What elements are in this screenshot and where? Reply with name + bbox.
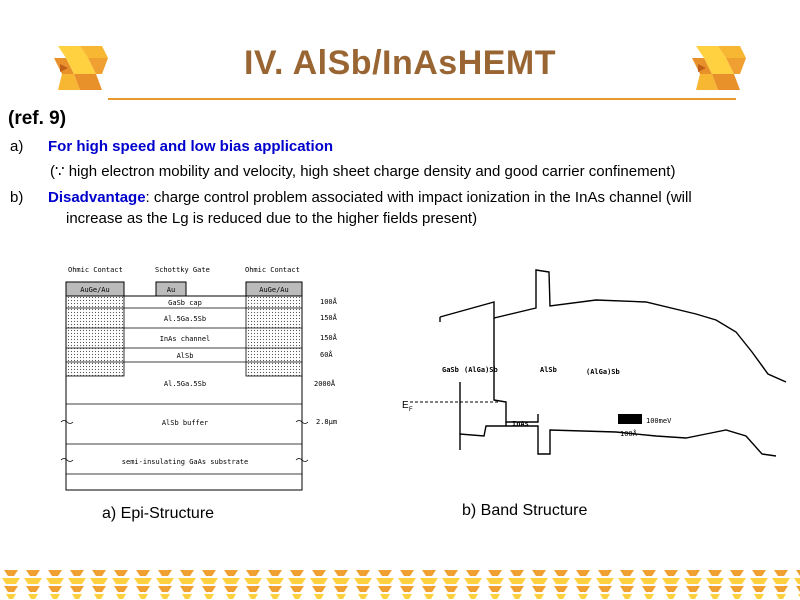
layer-alsb: AlSb [176, 352, 194, 360]
thickness-inas-channel: 150Å [320, 334, 337, 342]
fermi-level-label: E [402, 400, 409, 411]
right-contact-label: AuGe/Au [259, 286, 289, 294]
item-b-text [48, 188, 788, 207]
disadvantage-text: : charge control problem associated with impact ionization in the InAs channel (will [145, 189, 692, 206]
disadvantage-label: Disadvantage [48, 189, 146, 206]
band-label-alsb: AlSb [540, 366, 557, 374]
reference-label: (ref. 9) [8, 108, 67, 129]
footer-decoration [0, 568, 800, 600]
thickness-gasb-cap: 100Å [320, 298, 337, 306]
band-label-inas: InAs [512, 420, 529, 428]
thickness-alsb-buffer: 2.8μm [316, 418, 338, 426]
item-a-text: For high speed and low bias application [48, 138, 334, 155]
scale-length-label: 100Å [620, 430, 637, 438]
band-label-gasb: GaSb [442, 366, 459, 374]
item-a-marker: a) [10, 138, 24, 155]
layer-algasb-2: Al.5Ga.5Sb [163, 380, 207, 388]
epi-structure-caption: a) Epi-Structure [102, 505, 215, 522]
epi-structure-diagram [58, 260, 358, 496]
schottky-gate-label: Schottky Gate [155, 266, 210, 274]
thickness-algasb-2: 2000Å [314, 380, 336, 388]
slide-title: IV. AlSb/InAsHEMT [243, 44, 557, 82]
title-underline [108, 98, 736, 100]
left-contact-label: AuGe/Au [80, 286, 110, 294]
layer-algasb-1: Al.5Ga.5Sb [163, 315, 207, 323]
band-label-algasb-left: (AlGa)Sb [464, 366, 498, 374]
layer-inas-channel: InAs channel [159, 335, 211, 343]
layer-substrate: semi-insulating GaAs substrate [121, 458, 249, 466]
ohmic-contact-right-label: Ohmic Contact [245, 266, 300, 274]
thickness-alsb: 60Å [320, 351, 333, 359]
layer-gasb-cap: GaSb cap [168, 299, 202, 307]
band-label-algasb-right: (AlGa)Sb [586, 368, 620, 376]
scale-energy-label: 100meV [646, 417, 672, 425]
fermi-level-subscript: F [409, 407, 413, 413]
band-structure-diagram [396, 262, 790, 462]
thickness-algasb-1: 150Å [320, 314, 337, 322]
band-structure-caption: b) Band Structure [462, 502, 588, 519]
item-b-marker: b) [10, 189, 24, 206]
gate-contact-label: Au [166, 286, 176, 294]
item-a-detail: (∵ high electron mobility and velocity, high sheet charge density and good carrier confinement) [50, 163, 676, 180]
layer-alsb-buffer: AlSb buffer [161, 419, 209, 427]
ohmic-contact-left-label: Ohmic Contact [68, 266, 123, 274]
item-b-continuation: increase as the Lg is reduced due to the higher fields present) [66, 210, 478, 227]
